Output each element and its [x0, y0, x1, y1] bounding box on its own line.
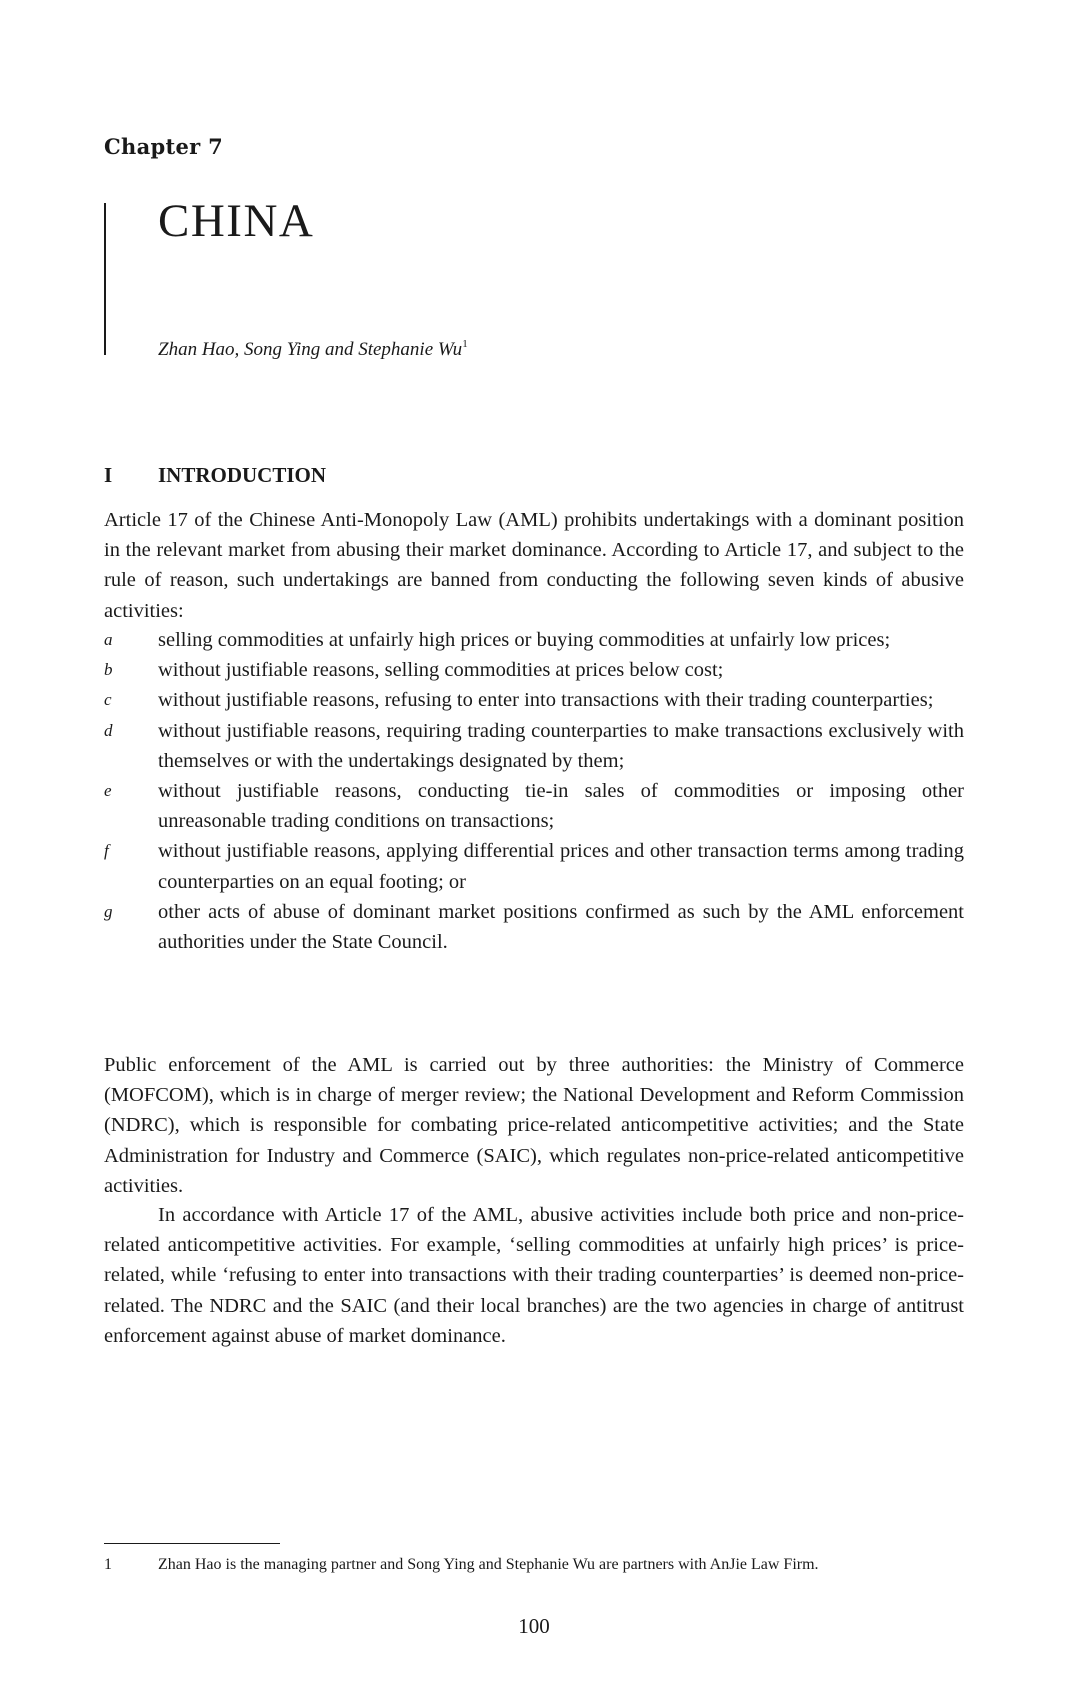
authors-text: Zhan Hao, Song Ying and Stephanie Wu: [158, 339, 463, 360]
list-item-text: without justifiable reasons, requiring trading counterparties to make transactions exclusively with themselves or with the undertakings designated by them;: [158, 719, 964, 772]
footnote-text: Zhan Hao is the managing partner and Song Ying and Stephanie Wu are partners with AnJie Law Firm.: [158, 1556, 819, 1573]
list-marker: d: [104, 720, 113, 740]
paragraph-3-text: In accordance with Article 17 of the AML, abusive activities include both price and non-price-related anticompetitive activities. For example, ‘selling commodities at unfairly high prices’ is price-related, while ‘refusing to enter into transactions with their trading counterparties’ is deemed non-price-related. The NDRC and the SAIC (and their local branches) are the two agencies in charge of antitrust enforcement against abuse of market dominance.: [104, 1204, 964, 1347]
list-marker: a: [104, 630, 113, 649]
section-heading: [104, 463, 326, 488]
list-item-text: without justifiable reasons, selling commodities at prices below cost;: [158, 659, 724, 682]
page-number: 100: [518, 1614, 550, 1638]
list-item: [104, 836, 964, 896]
list-marker: b: [104, 660, 113, 680]
footnote-ref[interactable]: 1: [462, 338, 468, 350]
chapter-label: Chapter 7: [104, 134, 224, 159]
list-item: [104, 655, 964, 685]
list-item: [104, 685, 964, 715]
list-item-text: other acts of abuse of dominant market positions confirmed as such by the AML enforcement authorities under the State Council.: [158, 900, 964, 954]
list-item: [104, 897, 964, 957]
abusive-activities-paragraph: [104, 1200, 964, 1351]
title-vertical-rule: [104, 203, 106, 355]
list-item-text: selling commodities at unfairly high prices or buying commodities at unfairly low prices;: [158, 629, 891, 651]
list-item-text: without justifiable reasons, applying differential prices and other transaction terms among trading counterparties on an equal footing; or: [158, 840, 964, 893]
list-marker: f: [104, 841, 109, 861]
footnote-number: 1: [104, 1556, 112, 1573]
footnote: [104, 1556, 964, 1574]
list-item: [104, 776, 964, 836]
footnote-divider: [104, 1543, 280, 1544]
list-item-text: without justifiable reasons, conducting tie-in sales of commodities or imposing other unreasonable trading conditions on transactions;: [158, 780, 964, 833]
abusive-activities-list: [104, 625, 964, 957]
section-title: INTRODUCTION: [158, 463, 327, 487]
list-marker: e: [104, 781, 112, 801]
list-item: [104, 625, 964, 655]
list-marker: c: [104, 690, 112, 710]
section-number: I: [104, 463, 113, 487]
list-marker: g: [104, 901, 113, 921]
intro-paragraph: Article 17 of the Chinese Anti-Monopoly Law (AML) prohibits undertakings with a dominant position in the relevant market from abusing their market dominance. According to Article 17, and subject to the rule of reason, such undertakings are banned from conducting the following seven kinds of abusive activities:: [104, 509, 964, 622]
chapter-authors: [158, 338, 468, 361]
list-item: [104, 716, 964, 776]
list-item-text: without justifiable reasons, refusing to enter into transactions with their trading counterparties;: [158, 689, 934, 712]
chapter-title: CHINA: [158, 195, 315, 247]
enforcement-paragraph: Public enforcement of the AML is carried out by three authorities: the Ministry of Commerce (MOFCOM), which is in charge of merger review; the National Development and Reform Commission (NDRC), which is responsible for combating price-related anticompetitive activities; and the State Administration for Industry and Commerce (SAIC), which regulates non-price-related anticompetitive activities.: [104, 1054, 964, 1197]
